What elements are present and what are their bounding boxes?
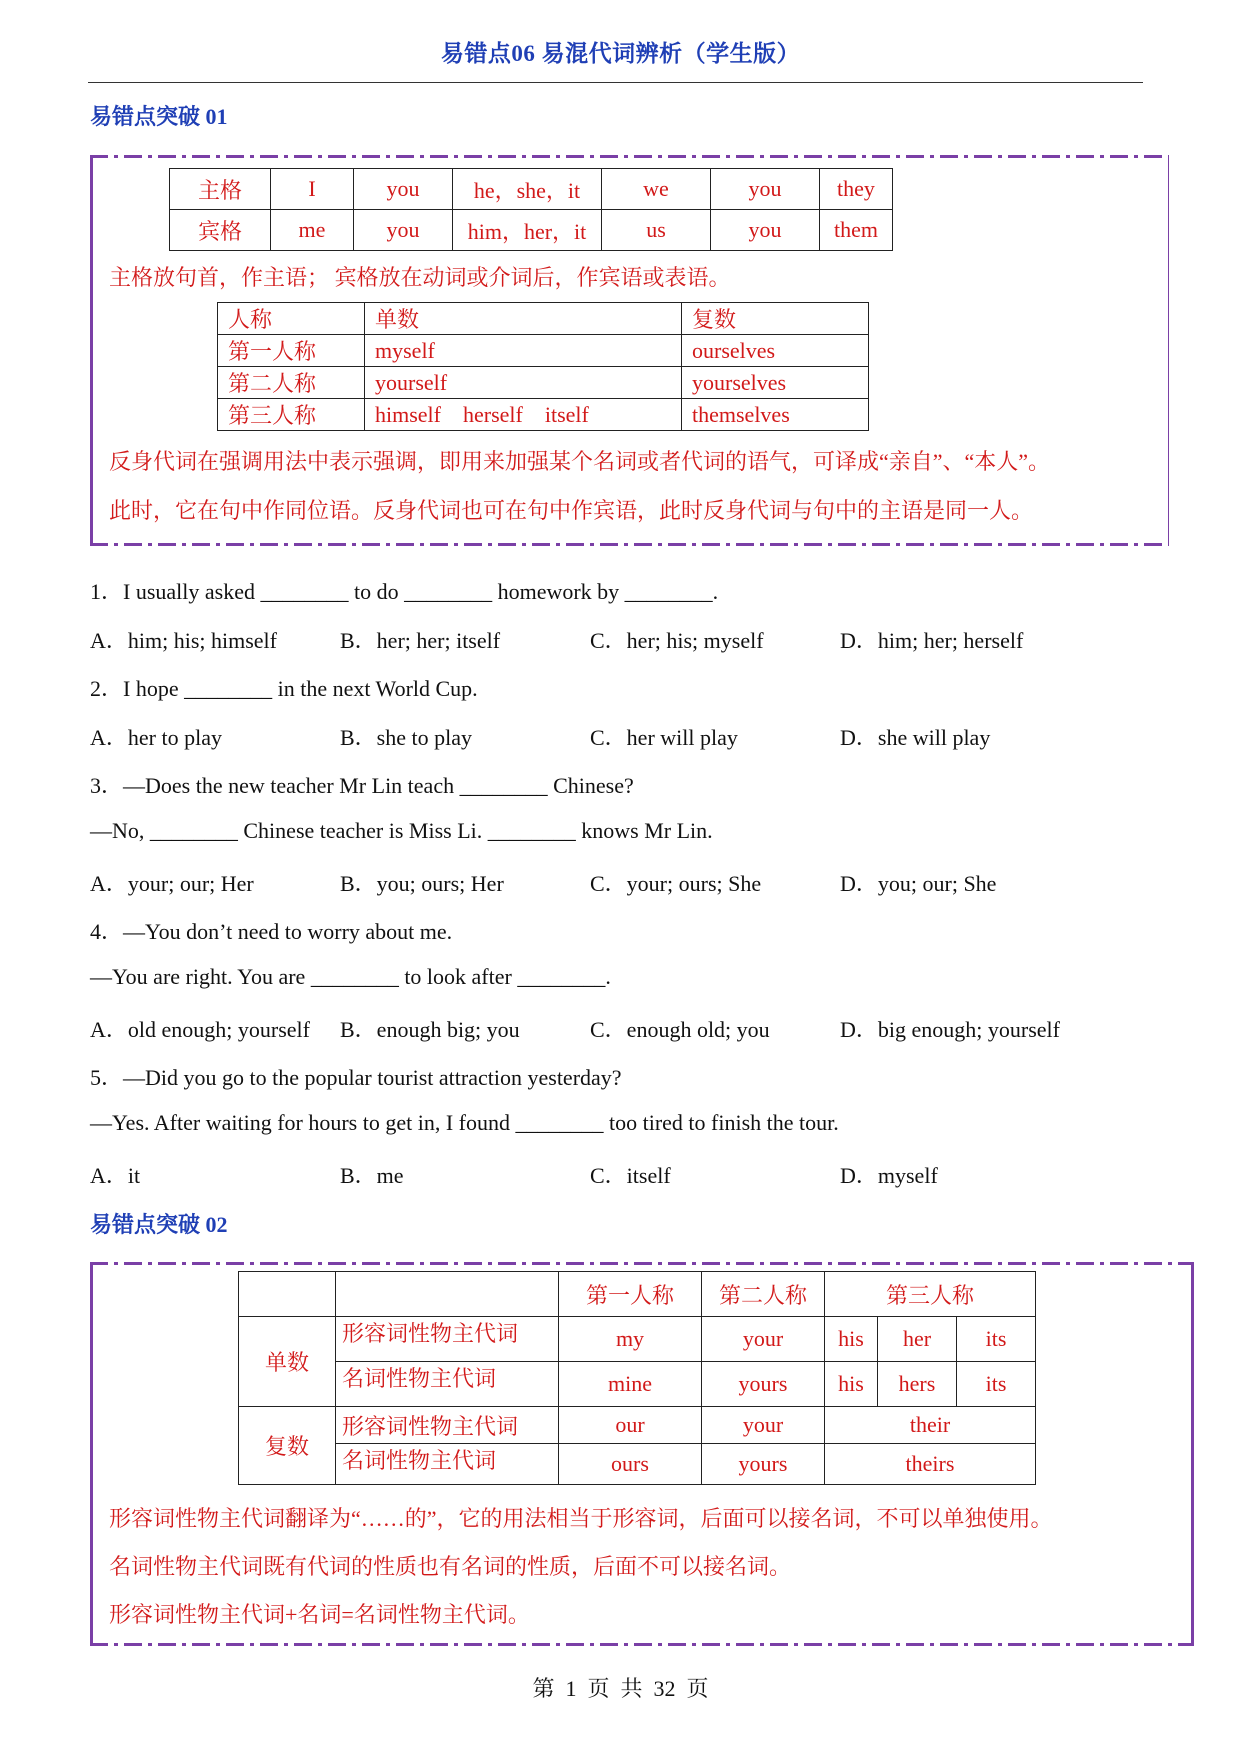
table-cell: us (602, 210, 711, 251)
table-cell: her (878, 1317, 957, 1362)
table-cell: 宾格 (170, 210, 271, 251)
table-header-third-person: 第三人称 (825, 1272, 1036, 1317)
q1-option-a[interactable]: A．him; his; himself (90, 628, 278, 653)
reflexive-pronoun-table (217, 302, 869, 431)
table-cell: theirs (825, 1444, 1036, 1485)
table-cell: you (711, 169, 820, 210)
table-cell (336, 1272, 559, 1317)
table-cell: he，she，it (453, 169, 602, 210)
header-rule (88, 82, 1143, 83)
question-3-stem: 3．—Does the new teacher Mr Lin teach ________ Chinese? (90, 773, 634, 798)
question-1-stem: 1．I usually asked ________ to do ________ homework by ________. (90, 579, 719, 604)
table-cell: 复数 (682, 303, 869, 335)
table-row (218, 303, 869, 335)
table-cell: yourself (365, 367, 682, 399)
table-cell: you (711, 210, 820, 251)
possessive-note-1: 形容词性物主代词翻译为“……的”，它的用法相当于形容词，后面可以接名词，不可以单独使用。 (109, 1506, 1053, 1531)
question-4-stem-2: —You are right. You are ________ to look after ________. (90, 964, 611, 989)
question-4-stem: 4．—You don’t need to worry about me. (90, 919, 453, 944)
table-cell: his (825, 1317, 878, 1362)
q5-option-a[interactable]: A．it (90, 1163, 141, 1188)
table-cell: 人称 (218, 303, 365, 335)
table-cell: your (702, 1407, 825, 1444)
table-row (218, 399, 869, 431)
table-header-first-person: 第一人称 (559, 1272, 702, 1317)
noun-possessive-label: 名词性物主代词 (336, 1444, 559, 1485)
table-cell: its (957, 1362, 1036, 1407)
table-cell (239, 1272, 336, 1317)
table-cell: yours (702, 1362, 825, 1407)
knowledge-box-2 (90, 1262, 1194, 1646)
table-cell: 主格 (170, 169, 271, 210)
possessive-note-3: 形容词性物主代词+名词=名词性物主代词。 (109, 1602, 530, 1627)
table-cell: my (559, 1317, 702, 1362)
table-cell: them (820, 210, 893, 251)
table-cell: himself herself itself (365, 399, 682, 431)
table-row (218, 335, 869, 367)
q1-option-b[interactable]: B．her; her; itself (340, 628, 501, 653)
pronoun-case-table (169, 168, 893, 251)
table-row (239, 1362, 1036, 1407)
q4-option-c[interactable]: C．enough old; you (590, 1017, 770, 1042)
q5-option-c[interactable]: C．itself (590, 1163, 671, 1188)
q2-option-b[interactable]: B．she to play (340, 725, 472, 750)
q4-option-b[interactable]: B．enough big; you (340, 1017, 520, 1042)
table-cell: yourselves (682, 367, 869, 399)
table-row (239, 1272, 1036, 1317)
q1-option-c[interactable]: C．her; his; myself (590, 628, 764, 653)
q2-option-d[interactable]: D．she will play (840, 725, 991, 750)
plural-label: 复数 (239, 1407, 336, 1485)
q4-option-a[interactable]: A．old enough; yourself (90, 1017, 310, 1042)
table-cell: themselves (682, 399, 869, 431)
section-heading-2: 易错点突破 02 (90, 1212, 228, 1237)
table-row (170, 169, 893, 210)
q5-option-b[interactable]: B．me (340, 1163, 404, 1188)
table-cell: its (957, 1317, 1036, 1362)
table-cell: hers (878, 1362, 957, 1407)
table-row (239, 1444, 1036, 1485)
table-cell: me (271, 210, 354, 251)
table-cell: him，her，it (453, 210, 602, 251)
possessive-note-2: 名词性物主代词既有代词的性质也有名词的性质，后面不可以接名词。 (109, 1554, 792, 1579)
table-row (170, 210, 893, 251)
table-cell: they (820, 169, 893, 210)
table-cell: 单数 (365, 303, 682, 335)
table-cell: we (602, 169, 711, 210)
q3-option-c[interactable]: C．your; ours; She (590, 871, 762, 896)
table-header-second-person: 第二人称 (702, 1272, 825, 1317)
table-cell: his (825, 1362, 878, 1407)
page-footer: 第 1 页 共 32 页 (532, 1676, 709, 1701)
table-cell: their (825, 1407, 1036, 1444)
section-heading-1: 易错点突破 01 (90, 104, 228, 129)
singular-label: 单数 (239, 1317, 336, 1407)
table-cell: our (559, 1407, 702, 1444)
reflexive-note-1: 反身代词在强调用法中表示强调，即用来加强某个名词或者代词的语气，可译成“亲自”、“本人”。 (109, 449, 1051, 474)
table-cell: you (354, 210, 453, 251)
table-cell: ourselves (682, 335, 869, 367)
possessive-pronoun-table (238, 1271, 1036, 1485)
question-5-stem: 5．—Did you go to the popular tourist attraction yesterday? (90, 1065, 622, 1090)
q3-option-b[interactable]: B．you; ours; Her (340, 871, 504, 896)
knowledge-box-1 (90, 155, 1169, 546)
q2-option-a[interactable]: A．her to play (90, 725, 222, 750)
table-cell: mine (559, 1362, 702, 1407)
question-3-stem-2: —No, ________ Chinese teacher is Miss Li. ________ knows Mr Lin. (90, 818, 713, 843)
question-5-stem-2: —Yes. After waiting for hours to get in, I found ________ too tired to finish the tour. (90, 1110, 839, 1135)
q1-option-d[interactable]: D．him; her; herself (840, 628, 1024, 653)
q2-option-c[interactable]: C．her will play (590, 725, 738, 750)
table-cell: I (271, 169, 354, 210)
noun-possessive-label: 名词性物主代词 (336, 1362, 559, 1407)
table-cell: you (354, 169, 453, 210)
table-cell: 第二人称 (218, 367, 365, 399)
table-row (239, 1317, 1036, 1362)
page-title: 易错点06 易混代词辨析（学生版） (440, 41, 801, 66)
case-rule-note: 主格放句首，作主语； 宾格放在动词或介词后，作宾语或表语。 (109, 265, 731, 290)
q4-option-d[interactable]: D．big enough; yourself (840, 1017, 1060, 1042)
q5-option-d[interactable]: D．myself (840, 1163, 938, 1188)
table-cell: myself (365, 335, 682, 367)
table-row (239, 1407, 1036, 1444)
reflexive-note-2: 此时，它在句中作同位语。反身代词也可在句中作宾语，此时反身代词与句中的主语是同一人。 (109, 498, 1034, 523)
table-cell: 第一人称 (218, 335, 365, 367)
table-cell: 第三人称 (218, 399, 365, 431)
table-cell: ours (559, 1444, 702, 1485)
adjective-possessive-label: 形容词性物主代词 (336, 1407, 559, 1444)
q3-option-a[interactable]: A．your; our; Her (90, 871, 254, 896)
adjective-possessive-label: 形容词性物主代词 (336, 1317, 559, 1362)
q3-option-d[interactable]: D．you; our; She (840, 871, 997, 896)
table-row (218, 367, 869, 399)
question-2-stem: 2．I hope ________ in the next World Cup. (90, 676, 478, 701)
table-cell: your (702, 1317, 825, 1362)
table-cell: yours (702, 1444, 825, 1485)
